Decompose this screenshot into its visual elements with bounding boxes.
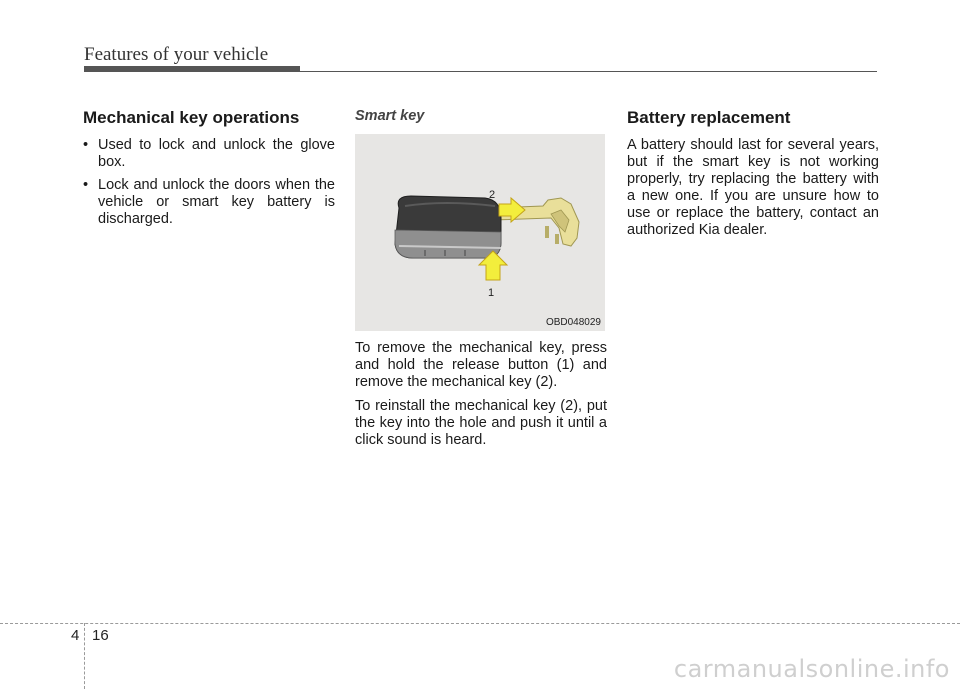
smart-key-section xyxy=(355,108,607,456)
figure-code: OBD048029 xyxy=(545,317,601,328)
bullet-dot: • xyxy=(83,137,89,153)
smart-key-fob-illustration xyxy=(395,196,501,258)
section-title: Features of your vehicle xyxy=(84,44,269,65)
header-rule-thin xyxy=(84,71,877,72)
callout-1-label: 1 xyxy=(488,287,495,299)
battery-heading: Battery replacement xyxy=(627,108,791,127)
battery-paragraph: A battery should last for several years, but if the smart key is not working properly, try replacing the battery with a new one. If you are unsure how to use or replace the battery, contact an authorized Kia dealer. xyxy=(627,137,879,238)
bullet-text: Used to lock and unlock the glove box. xyxy=(98,137,335,170)
chapter-number: 4 xyxy=(71,627,80,644)
bullet-dot: • xyxy=(83,177,89,193)
smart-key-figure xyxy=(355,134,605,331)
callout-2-label: 2 xyxy=(489,189,496,201)
smart-key-heading: Smart key xyxy=(355,108,425,124)
mechanical-key-bullets xyxy=(83,137,335,228)
bullet-text: Lock and unlock the doors when the vehicle or smart key battery is discharged. xyxy=(98,177,335,227)
mechanical-key-section xyxy=(83,108,335,234)
smart-key-illustration xyxy=(355,134,605,331)
list-item xyxy=(83,177,335,228)
list-item xyxy=(83,137,335,171)
smart-key-paragraph: To remove the mechanical key, press and hold the release button (1) and remove the mechanical key (2). xyxy=(355,340,607,390)
footer-rule xyxy=(0,623,960,624)
battery-section xyxy=(627,108,879,246)
watermark: carmanualsonline.info xyxy=(673,655,950,683)
smart-key-paragraph: To reinstall the mechanical key (2), put the key into the hole and push it until a click sound is heard. xyxy=(355,398,607,448)
page-number: 16 xyxy=(92,627,109,644)
mechanical-key-heading: Mechanical key operations xyxy=(83,108,300,127)
footer-divider xyxy=(84,623,85,689)
